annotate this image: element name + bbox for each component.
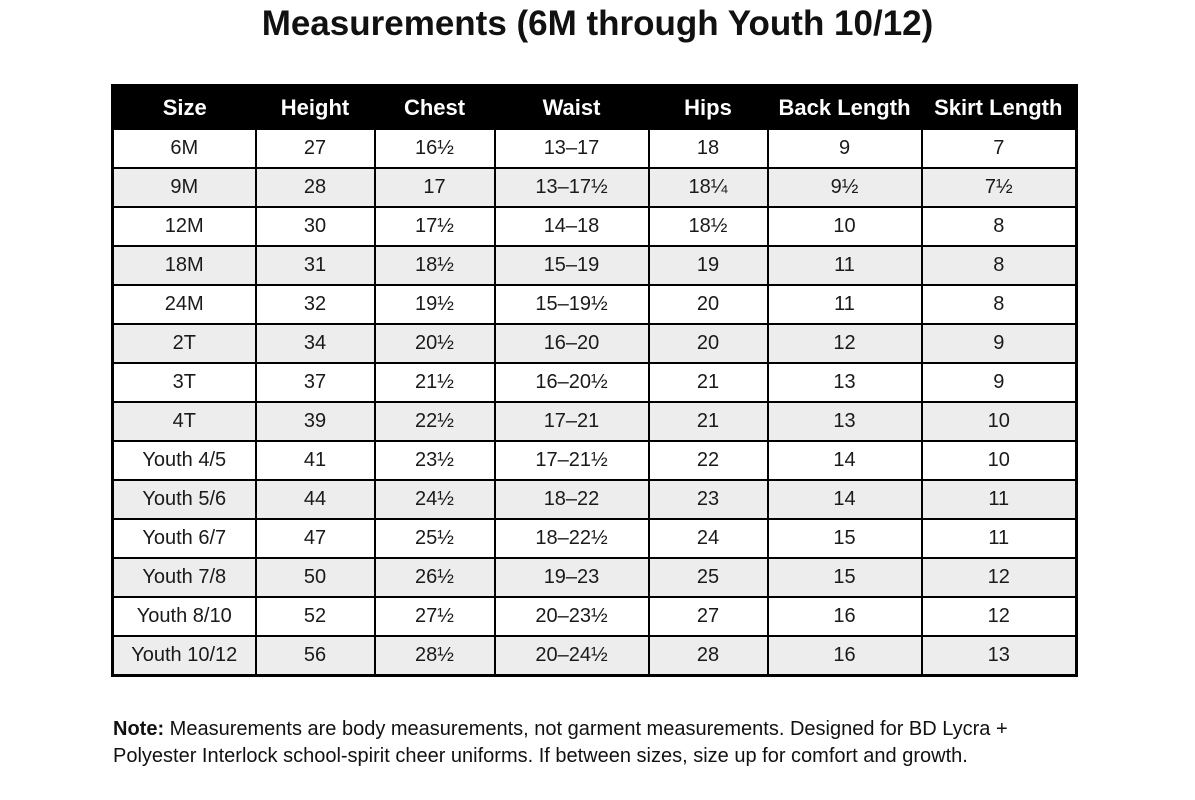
cell-skirt-length: 10	[922, 402, 1077, 441]
table-row	[113, 324, 1077, 363]
cell-chest: 28½	[375, 636, 495, 676]
cell-height: 34	[256, 324, 375, 363]
cell-size: Youth 5/6	[113, 480, 256, 519]
cell-size: 12M	[113, 207, 256, 246]
cell-waist: 14–18	[495, 207, 649, 246]
cell-size: 2T	[113, 324, 256, 363]
cell-back-length: 10	[768, 207, 922, 246]
table-row	[113, 363, 1077, 402]
cell-chest: 16½	[375, 129, 495, 168]
cell-waist: 18–22	[495, 480, 649, 519]
cell-back-length: 16	[768, 636, 922, 676]
cell-height: 31	[256, 246, 375, 285]
cell-back-length: 15	[768, 558, 922, 597]
note-label: Note:	[113, 718, 165, 740]
table-row	[113, 597, 1077, 636]
cell-size: 4T	[113, 402, 256, 441]
cell-height: 44	[256, 480, 375, 519]
header-chest: Chest	[375, 86, 495, 130]
cell-hips: 21	[649, 363, 768, 402]
cell-size: 18M	[113, 246, 256, 285]
cell-waist: 20–23½	[495, 597, 649, 636]
cell-skirt-length: 12	[922, 597, 1077, 636]
cell-hips: 23	[649, 480, 768, 519]
cell-height: 37	[256, 363, 375, 402]
cell-hips: 24	[649, 519, 768, 558]
cell-waist: 19–23	[495, 558, 649, 597]
page-title: Measurements (6M through Youth 10/12)	[261, 4, 934, 43]
cell-back-length: 15	[768, 519, 922, 558]
cell-height: 50	[256, 558, 375, 597]
cell-size: Youth 7/8	[113, 558, 256, 597]
cell-skirt-length: 11	[922, 480, 1077, 519]
cell-chest: 22½	[375, 402, 495, 441]
cell-back-length: 11	[768, 285, 922, 324]
cell-height: 27	[256, 129, 375, 168]
cell-back-length: 16	[768, 597, 922, 636]
cell-waist: 17–21½	[495, 441, 649, 480]
cell-skirt-length: 8	[922, 285, 1077, 324]
cell-height: 32	[256, 285, 375, 324]
cell-skirt-length: 8	[922, 246, 1077, 285]
cell-back-length: 13	[768, 363, 922, 402]
cell-hips: 20	[649, 285, 768, 324]
table-body	[113, 129, 1077, 676]
cell-chest: 20½	[375, 324, 495, 363]
cell-chest: 19½	[375, 285, 495, 324]
table-row	[113, 636, 1077, 676]
cell-waist: 18–22½	[495, 519, 649, 558]
cell-skirt-length: 11	[922, 519, 1077, 558]
cell-height: 56	[256, 636, 375, 676]
cell-skirt-length: 7	[922, 129, 1077, 168]
cell-back-length: 9	[768, 129, 922, 168]
cell-height: 30	[256, 207, 375, 246]
cell-waist: 20–24½	[495, 636, 649, 676]
cell-chest: 27½	[375, 597, 495, 636]
table-row	[113, 285, 1077, 324]
cell-size: Youth 4/5	[113, 441, 256, 480]
table-row	[113, 129, 1077, 168]
table-row	[113, 441, 1077, 480]
header-hips: Hips	[649, 86, 768, 130]
cell-back-length: 13	[768, 402, 922, 441]
cell-back-length: 11	[768, 246, 922, 285]
header-back-length: Back Length	[768, 86, 922, 130]
cell-height: 41	[256, 441, 375, 480]
cell-waist: 13–17	[495, 129, 649, 168]
cell-hips: 28	[649, 636, 768, 676]
cell-size: Youth 8/10	[113, 597, 256, 636]
cell-waist: 16–20	[495, 324, 649, 363]
table-row	[113, 207, 1077, 246]
cell-hips: 18	[649, 129, 768, 168]
table-row	[113, 402, 1077, 441]
cell-hips: 25	[649, 558, 768, 597]
cell-waist: 15–19½	[495, 285, 649, 324]
cell-skirt-length: 7½	[922, 168, 1077, 207]
cell-hips: 20	[649, 324, 768, 363]
measurements-table	[111, 84, 1078, 677]
table-row	[113, 519, 1077, 558]
cell-size: Youth 10/12	[113, 636, 256, 676]
cell-back-length: 9½	[768, 168, 922, 207]
cell-hips: 22	[649, 441, 768, 480]
cell-chest: 25½	[375, 519, 495, 558]
cell-skirt-length: 9	[922, 324, 1077, 363]
header-size: Size	[113, 86, 256, 130]
cell-chest: 23½	[375, 441, 495, 480]
table-row	[113, 480, 1077, 519]
cell-hips: 27	[649, 597, 768, 636]
cell-height: 52	[256, 597, 375, 636]
cell-skirt-length: 13	[922, 636, 1077, 676]
table-row	[113, 246, 1077, 285]
table-header-row	[113, 86, 1077, 130]
table-row	[113, 168, 1077, 207]
cell-hips: 18¼	[649, 168, 768, 207]
cell-chest: 18½	[375, 246, 495, 285]
cell-hips: 21	[649, 402, 768, 441]
header-skirt-length: Skirt Length	[922, 86, 1077, 130]
cell-back-length: 14	[768, 441, 922, 480]
cell-chest: 26½	[375, 558, 495, 597]
cell-back-length: 12	[768, 324, 922, 363]
cell-hips: 18½	[649, 207, 768, 246]
cell-chest: 24½	[375, 480, 495, 519]
cell-skirt-length: 10	[922, 441, 1077, 480]
cell-skirt-length: 12	[922, 558, 1077, 597]
cell-chest: 17½	[375, 207, 495, 246]
cell-size: 24M	[113, 285, 256, 324]
cell-skirt-length: 8	[922, 207, 1077, 246]
cell-size: Youth 6/7	[113, 519, 256, 558]
measurements-table-container	[111, 84, 1078, 677]
cell-height: 28	[256, 168, 375, 207]
cell-height: 47	[256, 519, 375, 558]
header-waist: Waist	[495, 86, 649, 130]
header-height: Height	[256, 86, 375, 130]
cell-size: 3T	[113, 363, 256, 402]
note-paragraph	[113, 716, 1093, 770]
note-text: Measurements are body measurements, not garment measurements. Designed for BD Lycra + Polyester Interlock school-spirit cheer uniforms. If between sizes, size up for comfort and growth.	[113, 718, 1008, 767]
cell-chest: 17	[375, 168, 495, 207]
cell-size: 9M	[113, 168, 256, 207]
cell-chest: 21½	[375, 363, 495, 402]
table-row	[113, 558, 1077, 597]
cell-skirt-length: 9	[922, 363, 1077, 402]
cell-waist: 15–19	[495, 246, 649, 285]
cell-waist: 16–20½	[495, 363, 649, 402]
cell-height: 39	[256, 402, 375, 441]
cell-back-length: 14	[768, 480, 922, 519]
cell-waist: 17–21	[495, 402, 649, 441]
cell-size: 6M	[113, 129, 256, 168]
cell-waist: 13–17½	[495, 168, 649, 207]
cell-hips: 19	[649, 246, 768, 285]
